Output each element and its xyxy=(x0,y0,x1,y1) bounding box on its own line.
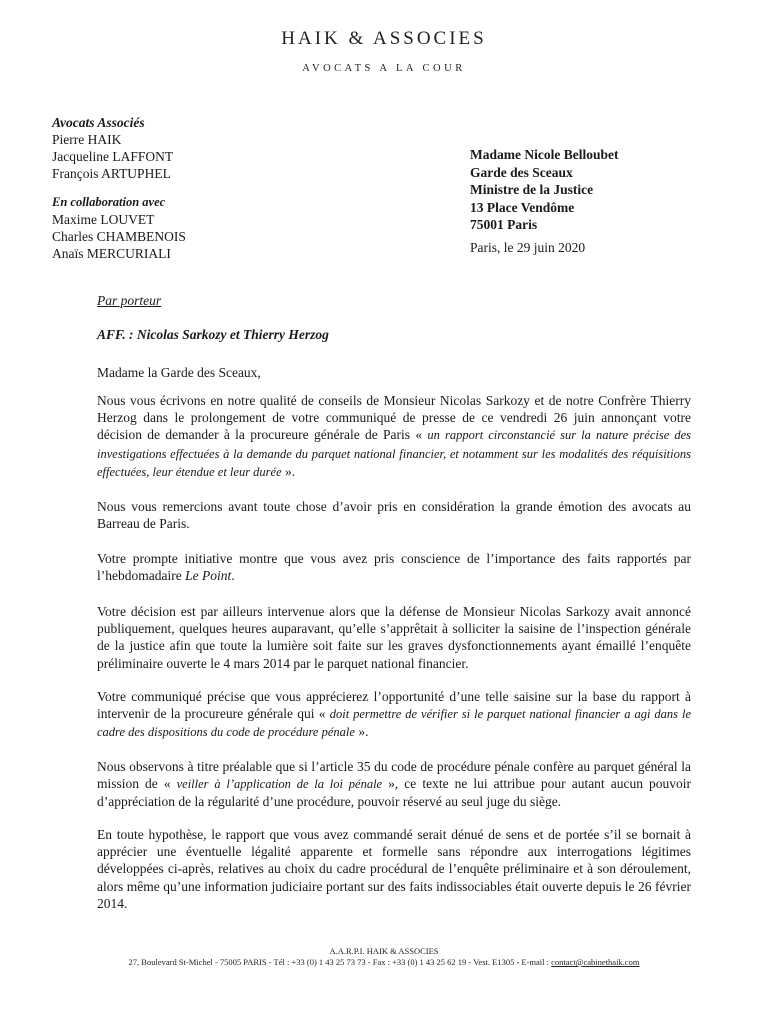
quote: un rapport circonstancié sur la nature précise des investigations effectuées à la demande du parquet national financier, et notamment sur les modalités des réquisitions effectuées, leur étendue et leur durée xyxy=(97,428,691,479)
recipient-line: Ministre de la Justice xyxy=(470,182,594,197)
partners-heading: Avocats Associés xyxy=(52,115,145,130)
email-link[interactable]: contact@cabinethaik.com xyxy=(551,957,640,967)
recipient-line: Madame Nicole Belloubet xyxy=(470,147,619,162)
recipient-line: Garde des Sceaux xyxy=(470,164,573,180)
recipient-address xyxy=(470,146,730,234)
partner-name: Jacqueline LAFFONT xyxy=(52,149,174,164)
letter-footer xyxy=(0,946,768,968)
collab-heading: En collaboration avec xyxy=(52,195,166,209)
collab-name: Charles CHAMBENOIS xyxy=(52,229,186,244)
letter-date: Paris, le 29 juin 2020 xyxy=(470,240,586,255)
firm-name: HAIK & ASSOCIES xyxy=(281,28,487,49)
firm-subtitle: AVOCATS A LA COUR xyxy=(302,63,466,74)
partner-name: Pierre HAIK xyxy=(52,132,122,147)
paragraph-3: Votre prompte initiative montre que vous avez pris conscience de l’importance des faits rapportés par l’hebdomadaire Le Point. xyxy=(97,551,691,584)
paragraph-1: Nous vous écrivons en notre qualité de conseils de Monsieur Nicolas Sarkozy et de notre Confrère Thierry Herzog dans le prolongement de votre communiqué de presse de ce vendredi 26 juin annonçant votre décision de demander à la procureure générale de Paris « un rapport circonstancié sur la nature précise des investigations effectuées à la demande du parquet national financier, et notamment sur les modalités des réquisitions effectuées, leur étendue et leur durée ». xyxy=(97,393,691,479)
partner-name: François ARTUPHEL xyxy=(52,166,171,181)
quote: veiller à l’application de la loi pénale xyxy=(176,777,383,792)
recipient-line: 75001 Paris xyxy=(470,217,538,232)
letter-subject: AFF. : Nicolas Sarkozy et Thierry Herzog xyxy=(97,327,329,342)
paragraph-4: Votre décision est par ailleurs intervenue alors que la défense de Monsieur Nicolas Sarkozy avait annoncé publiquement, quelques heures auparavant, qu’elle s’apprêtait à solliciter la saisine de l’inspection générale de la justice afin que toute la lumière soit faite sur les graves dysfonctionnements ayant émaillé l’enquête préliminaire ouverte le 4 mars 2014 par le parquet national financier. xyxy=(97,604,691,671)
paragraph-5: Votre communiqué précise que vous apprécierez l’opportunité d’une telle saisine sur la base du rapport à intervenir de la procureure générale qui « doit permettre de vérifier si le parquet national financier a agi dans le cadre des dispositions du code de procédure pénale ». xyxy=(97,689,692,740)
collab-name: Maxime LOUVET xyxy=(52,212,155,227)
publication-title: Le Point xyxy=(185,568,232,584)
quote: doit permettre de vérifier si le parquet national financier a agi dans le cadre des dispositions du code de procédure pénale xyxy=(97,707,692,740)
paragraph-7: En toute hypothèse, le rapport que vous avez commandé serait dénué de sens et de portée s’il se bornait à apprécier une éventuelle légalité apparente et formelle sans répondre aux interrogations légitimes développées ci-après, relatives au choix du cadre procédural de l’enquête préliminaire et à son déroulement, alors même qu’une information judiciaire portant sur des faits indissociables était ouverte depuis le 26 février 2014. xyxy=(97,827,691,911)
delivery-method: Par porteur xyxy=(97,293,162,308)
footer-contact: 27, Boulevard St-Michel - 75005 PARIS - Tél : +33 (0) 1 43 25 73 73 - Fax : +33 (0) 1 43 25 62 19 - Vest. E1305 - E-mail : contact@cabinethaik.com xyxy=(128,957,640,967)
paragraph-6: Nous observons à titre préalable que si l’article 35 du code de procédure pénale confère au parquet général la mission de « veiller à l’application de la loi pénale », ce texte ne lui attribue pour autant aucun pouvoir d’appréciation de la régularité d’une procédure, pouvoir réservé au seul juge du siège. xyxy=(97,759,691,810)
recipient-line: 13 Place Vendôme xyxy=(470,199,575,215)
paragraph-2: Nous vous remercions avant toute chose d’avoir pris en considération la grande émotion des avocats au Barreau de Paris. xyxy=(97,499,691,532)
footer-firm: A.A.R.P.I. HAIK & ASSOCIES xyxy=(329,946,439,956)
collab-name: Anaïs MERCURIALI xyxy=(52,246,171,261)
partners-block xyxy=(52,114,312,262)
salutation: Madame la Garde des Sceaux, xyxy=(97,365,261,380)
